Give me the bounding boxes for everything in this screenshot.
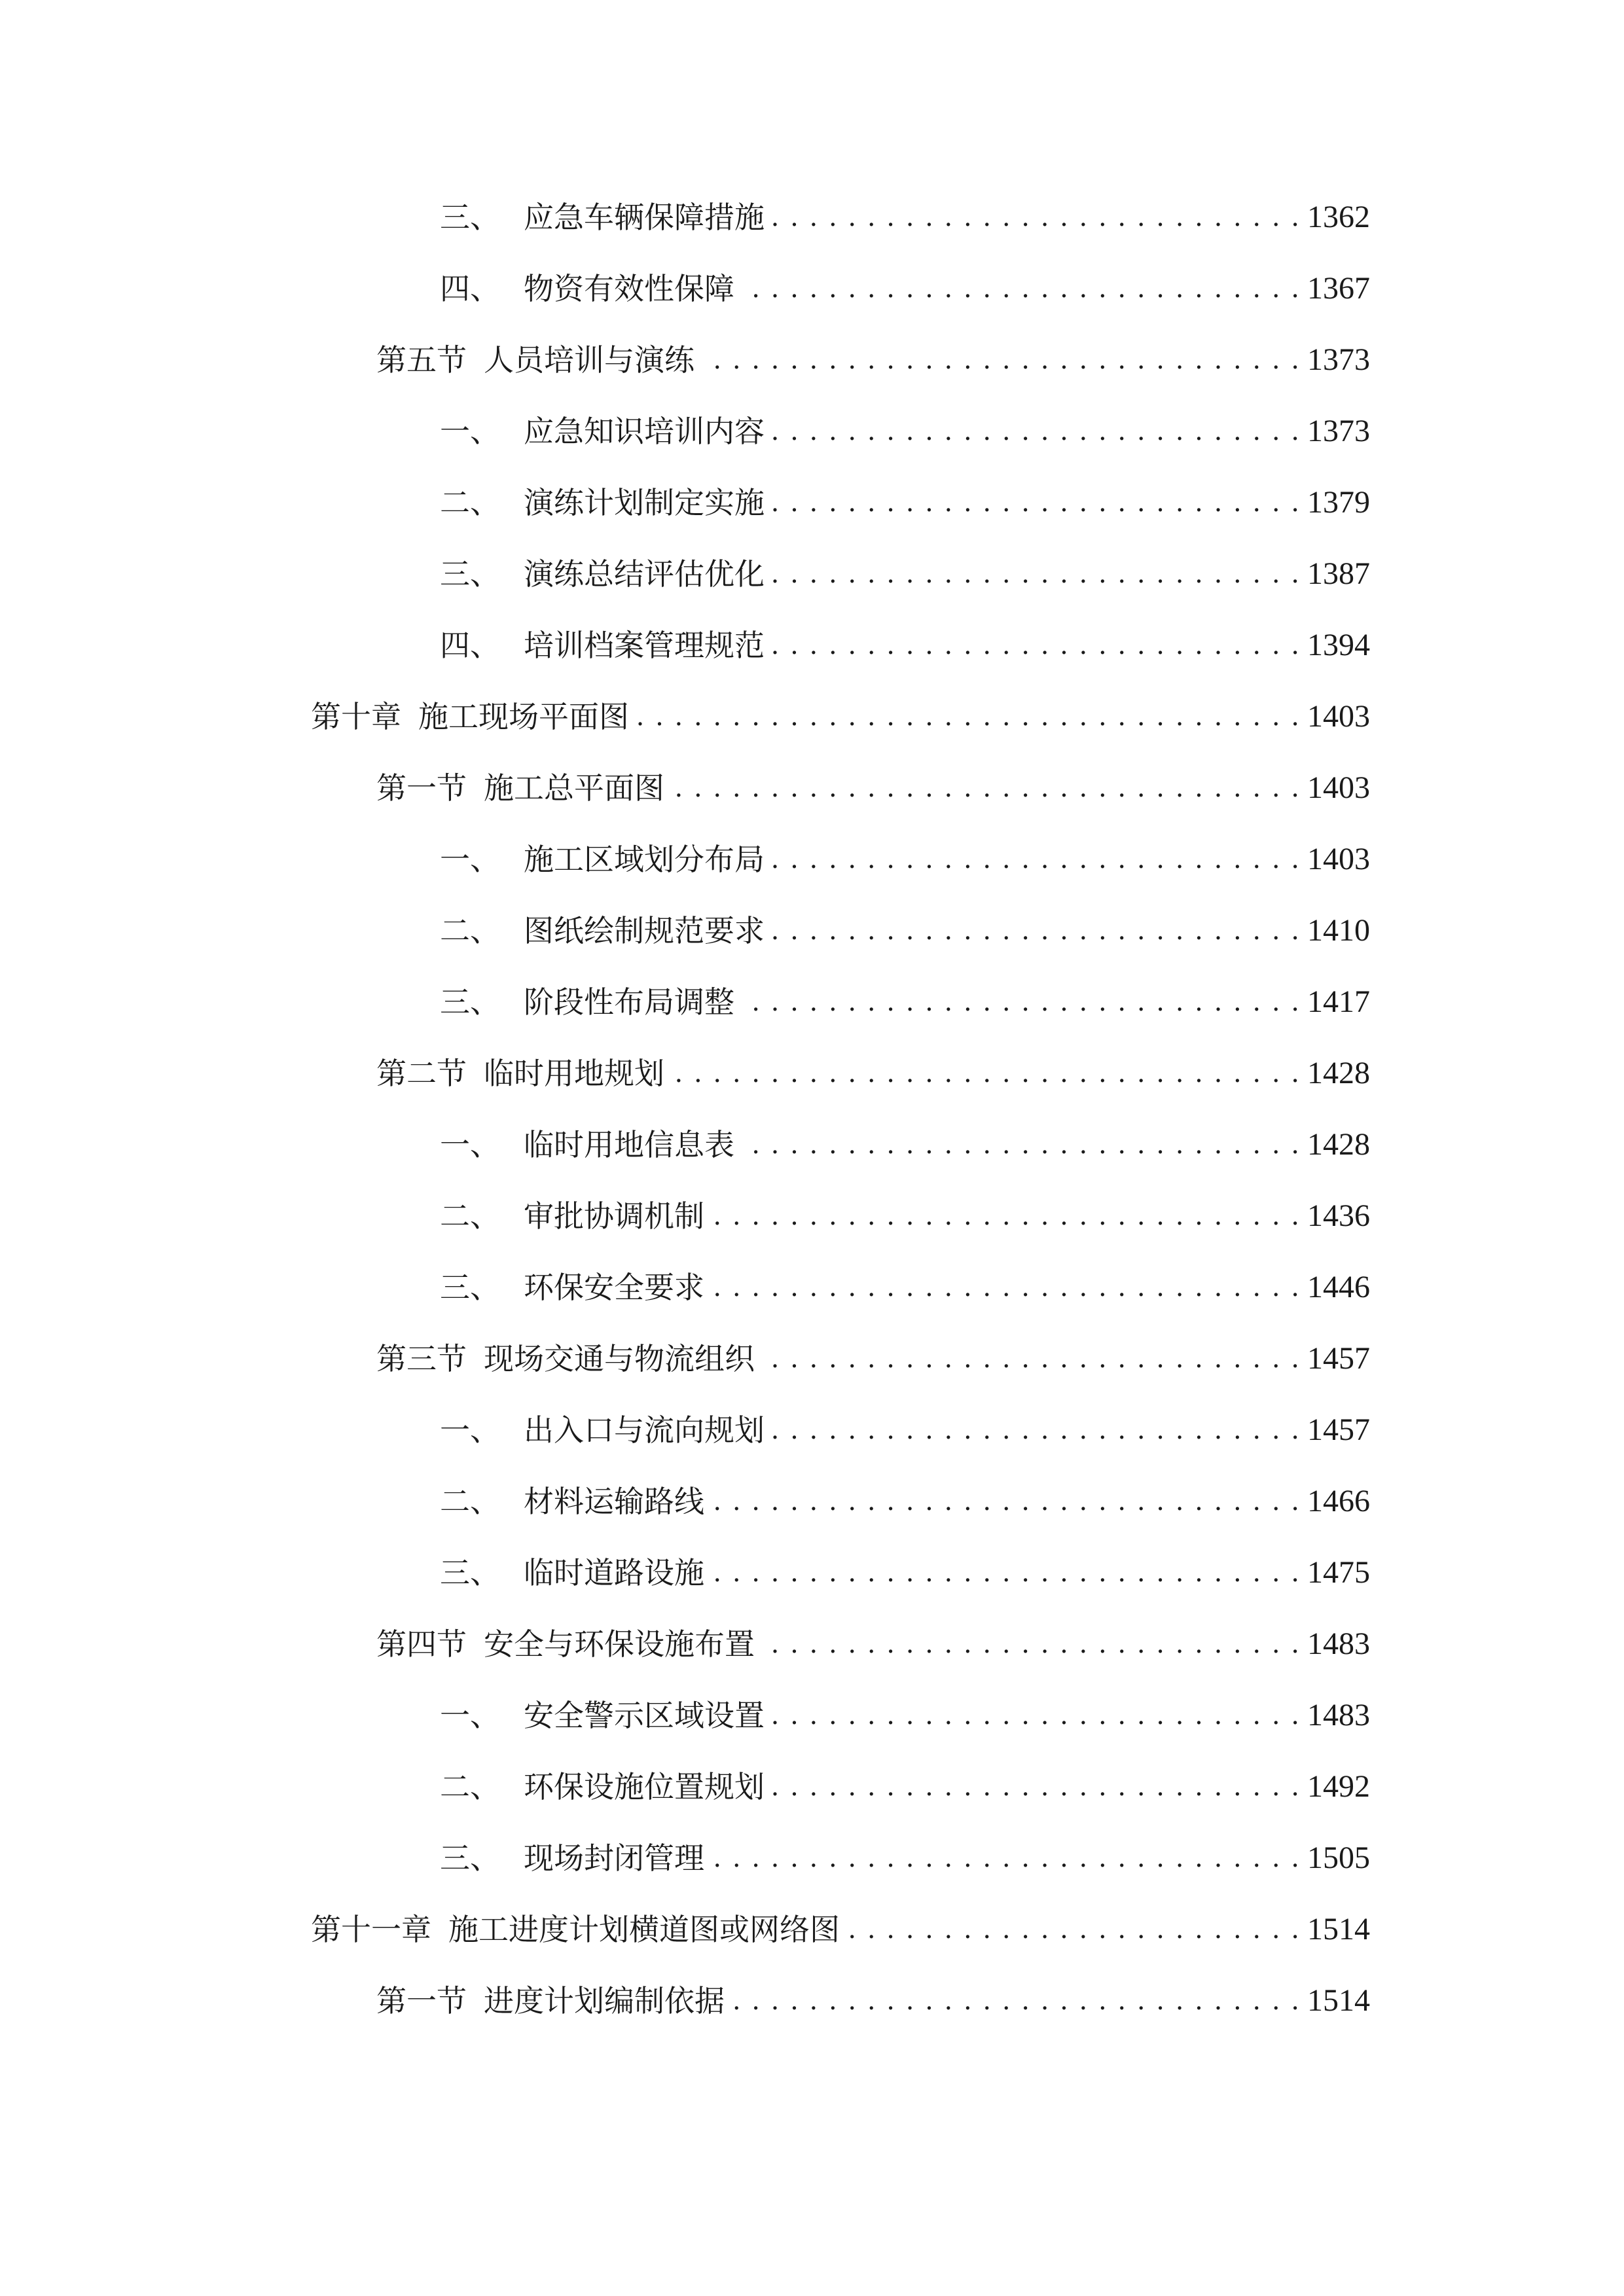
toc-entry[interactable] [376,1333,1370,1385]
toc-page-number: 1483 [1307,1626,1370,1661]
toc-entry-number: 一、 [440,414,500,449]
toc-entry-number: 一、 [440,1127,500,1162]
dot-leader [846,1903,1301,1956]
toc-entry[interactable] [376,762,1370,814]
toc-entry[interactable] [440,905,1370,957]
toc-entry[interactable] [440,405,1370,457]
toc-entry-number: 三、 [440,1555,500,1590]
dot-leader [671,1047,1301,1100]
toc-entry-number: 第一节 [376,770,467,806]
toc-entry-number: 第五节 [376,342,467,378]
dot-leader [771,191,1301,243]
dot-leader [771,1689,1301,1742]
toc-entry[interactable] [440,833,1370,886]
dot-leader [671,762,1301,814]
toc-entry-title: 临时用地信息表 [524,1127,734,1162]
toc-entry[interactable] [440,548,1370,600]
toc-entry[interactable] [440,1689,1370,1742]
toc-page-number: 1446 [1307,1270,1370,1304]
toc-entry-title: 出入口与流向规划 [524,1412,765,1448]
toc-entry-number: 三、 [440,1270,500,1305]
toc-entry[interactable] [376,1047,1370,1100]
toc-page-number: 1466 [1307,1484,1370,1518]
toc-page-number: 1428 [1307,1056,1370,1090]
toc-page-number: 1403 [1307,699,1370,734]
toc-entry-number: 第十一章 [311,1912,431,1947]
toc-entry-title: 临时道路设施 [524,1555,704,1590]
dot-leader [771,905,1301,957]
toc-entry[interactable] [440,976,1370,1028]
toc-entry[interactable] [440,191,1370,243]
toc-entry[interactable] [311,691,1370,743]
toc-entry-number: 二、 [440,913,500,948]
toc-entry-number: 第十章 [311,699,401,734]
dot-leader [636,691,1301,743]
toc-entry-number: 四、 [440,271,500,306]
dot-leader [771,1761,1301,1813]
toc-entry-title: 图纸绘制规范要求 [524,913,765,948]
toc-entry-number: 二、 [440,1769,500,1804]
toc-page-number: 1373 [1307,414,1370,448]
toc-entry-number: 一、 [440,1698,500,1733]
toc-entry[interactable] [376,1975,1370,2027]
toc-entry-title: 环保设施位置规划 [524,1769,765,1804]
toc-entry-number: 三、 [440,984,500,1020]
dot-leader [771,833,1301,886]
toc-entry[interactable] [440,1119,1370,1171]
toc-page-number: 1428 [1307,1127,1370,1162]
toc-page-number: 1514 [1307,1912,1370,1946]
toc-page-number: 1387 [1307,556,1370,591]
dot-leader [761,1333,1301,1385]
toc-page-number: 1505 [1307,1840,1370,1875]
toc-entry[interactable] [440,1832,1370,1884]
toc-entry-title: 应急车辆保障措施 [524,200,765,235]
toc-entry-title: 现场封闭管理 [524,1840,704,1876]
toc-entry[interactable] [440,262,1370,315]
toc-page-number: 1417 [1307,984,1370,1019]
toc-entry-number: 三、 [440,200,500,235]
toc-entry[interactable] [376,334,1370,386]
toc-entry-number: 一、 [440,842,500,877]
toc-page-number: 1403 [1307,842,1370,876]
toc-page-number: 1394 [1307,628,1370,662]
dot-leader [711,1547,1301,1599]
dot-leader [711,1261,1301,1314]
toc-page-number: 1483 [1307,1698,1370,1732]
toc-entry-number: 二、 [440,1198,500,1234]
dot-leader [711,1190,1301,1242]
toc-page-number: 1475 [1307,1555,1370,1590]
toc-page-number: 1403 [1307,770,1370,805]
dot-leader [701,334,1301,386]
toc-page-number: 1367 [1307,271,1370,306]
dot-leader [771,548,1301,600]
toc-entry-title: 进度计划编制依据 [484,1983,725,2018]
toc-entry-title: 环保安全要求 [524,1270,704,1305]
toc-entry-title: 物资有效性保障 [524,271,734,306]
dot-leader [741,976,1301,1028]
toc-entry-title: 审批协调机制 [524,1198,704,1234]
toc-entry[interactable] [440,1261,1370,1314]
dot-leader [771,405,1301,457]
dot-leader [711,1832,1301,1884]
toc-entry[interactable] [440,476,1370,529]
toc-entry-number: 第一节 [376,1983,467,2018]
dot-leader [771,1404,1301,1456]
toc-entry-title: 临时用地规划 [484,1056,664,1091]
toc-entry[interactable] [440,1190,1370,1242]
dot-leader [741,1119,1301,1171]
toc-entry-number: 四、 [440,628,500,663]
dot-leader [771,476,1301,529]
toc-entry-number: 第三节 [376,1341,467,1376]
dot-leader [771,619,1301,672]
dot-leader [741,262,1301,315]
toc-entry-number: 第四节 [376,1626,467,1662]
toc-entry-title: 安全警示区域设置 [524,1698,765,1733]
toc-page-number: 1514 [1307,1983,1370,2018]
toc-entry-number: 三、 [440,556,500,592]
toc-entry-title: 阶段性布局调整 [524,984,734,1020]
toc-page-number: 1362 [1307,200,1370,234]
toc-entry-title: 施工进度计划横道图或网络图 [448,1912,840,1947]
toc-page-number: 1436 [1307,1198,1370,1233]
toc-entry-number: 一、 [440,1412,500,1448]
toc-entry-title: 培训档案管理规范 [524,628,765,663]
toc-entry-number: 第二节 [376,1056,467,1091]
toc-entry-number: 二、 [440,485,500,520]
toc-entry-title: 演练计划制定实施 [524,485,765,520]
toc-page-number: 1492 [1307,1769,1370,1804]
toc-entry-title: 人员培训与演练 [484,342,695,378]
toc-entry-title: 安全与环保设施布置 [484,1626,755,1662]
toc-entry-number: 三、 [440,1840,500,1876]
toc-page-number: 1457 [1307,1341,1370,1376]
toc-entry[interactable] [440,1547,1370,1599]
dot-leader [731,1975,1301,2027]
toc-entry[interactable] [376,1618,1370,1670]
toc-entry[interactable] [440,619,1370,672]
toc-entry[interactable] [440,1761,1370,1813]
toc-page-number: 1410 [1307,913,1370,948]
toc-entry-title: 现场交通与物流组织 [484,1341,755,1376]
toc-page-number: 1457 [1307,1412,1370,1447]
toc-page-number: 1379 [1307,485,1370,520]
toc-entry-title: 演练总结评估优化 [524,556,765,592]
toc-entry[interactable] [440,1404,1370,1456]
toc-entry-number: 二、 [440,1484,500,1519]
toc-entry[interactable] [311,1903,1370,1956]
toc-page-number: 1373 [1307,342,1370,377]
dot-leader [761,1618,1301,1670]
toc-entry-title: 材料运输路线 [524,1484,704,1519]
dot-leader [711,1475,1301,1528]
toc-entry-title: 施工现场平面图 [418,699,629,734]
toc-entry[interactable] [440,1475,1370,1528]
toc-entry-title: 施工区域划分布局 [524,842,765,877]
toc-entry-title: 应急知识培训内容 [524,414,765,449]
toc-entry-title: 施工总平面图 [484,770,664,806]
